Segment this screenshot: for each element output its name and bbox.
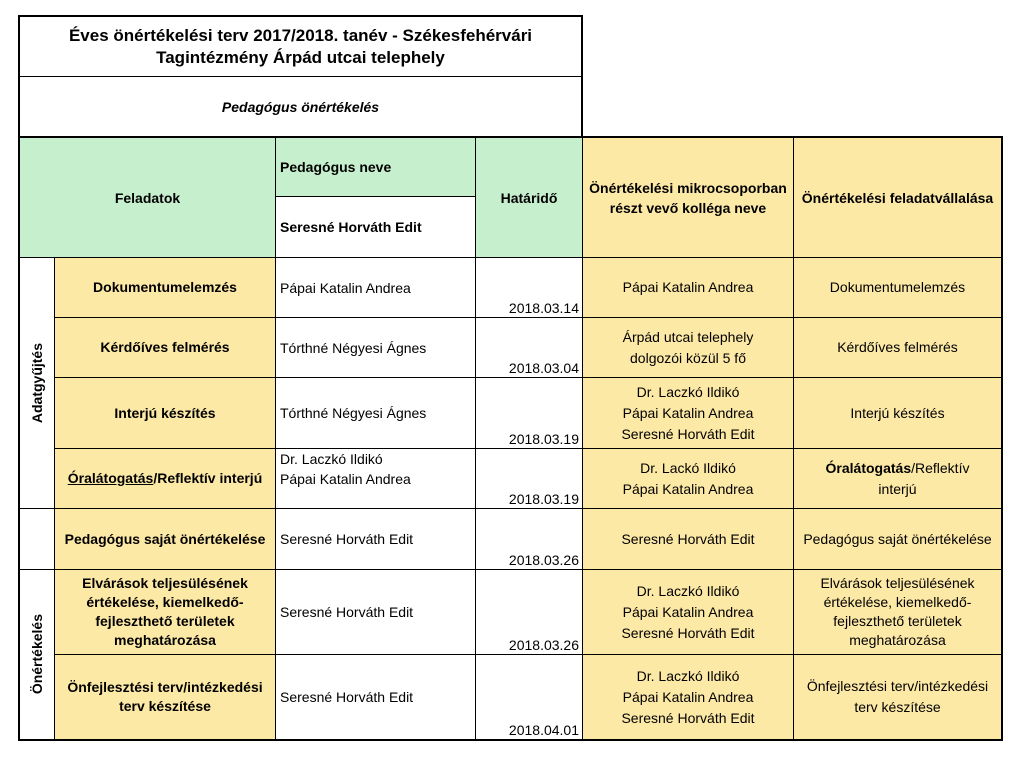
table-row-colleague: Seresné Horváth Edit [582, 508, 794, 570]
group-label-text: Adatgyűjtés [29, 342, 45, 424]
table-row-commitment: Óralátogatás/Reflektív interjú [793, 448, 1003, 509]
group-label-empty [18, 508, 55, 570]
table-row-teacher: Seresné Horváth Edit [275, 508, 476, 570]
table-row-commitment: Pedagógus saját önértékelése [793, 508, 1003, 570]
header-colleague [582, 136, 794, 258]
page-subtitle: Pedagógus önértékelés [18, 76, 583, 137]
table-row-task: Óralátogatás/Reflektív interjú [54, 448, 276, 509]
table-row-commitment: Interjú készítés [793, 377, 1003, 449]
table-row-task: Pedagógus saját önértékelése [54, 508, 276, 570]
table-row-commitment: Elvárások teljesülésének értékelése, kiemelkedő- fejleszthető területek meghatározása [793, 569, 1003, 655]
table-row-teacher: Pápai Katalin Andrea [275, 257, 476, 318]
group-label-self-evaluation [18, 569, 55, 741]
header-colleague-line1: Önértékelési mikrocsoporban [589, 179, 787, 196]
page-title-line1: Éves önértékelési terv 2017/2018. tanév - Székesfehérvári [68, 25, 533, 45]
table-row-task: Önfejlesztési terv/intézkedési terv készítése [54, 654, 276, 741]
table-row-teacher: Dr. Laczkó Ildikó Pápai Katalin Andrea [275, 448, 476, 509]
table-row-task: Interjú készítés [54, 377, 276, 449]
table-row-deadline: 2018.03.26 [475, 569, 583, 655]
group-label-data-collection [18, 257, 55, 509]
table-row-teacher: Seresné Horváth Edit [275, 654, 476, 741]
page-title-line2: Tagintézmény Árpád utcai telephely [156, 47, 445, 67]
table-row-deadline: 2018.03.04 [475, 317, 583, 378]
table-row-colleague: Pápai Katalin Andrea [582, 257, 794, 318]
table-row-task: Dokumentumelemzés [54, 257, 276, 318]
header-colleague-line2: részt vevő kolléga neve [609, 199, 767, 216]
table-row-deadline: 2018.03.26 [475, 508, 583, 570]
table-row-task: Kérdőíves felmérés [54, 317, 276, 378]
table-row-task: Elvárások teljesülésének értékelése, kiemelkedő- fejleszthető területek meghatározása [54, 569, 276, 655]
table-row-teacher: Tórthné Négyesi Ágnes [275, 317, 476, 378]
table-row-colleague: Árpád utcai telephely dolgozói közül 5 fő [582, 317, 794, 378]
table-row-colleague: Dr. Lackó Ildikó Pápai Katalin Andrea [582, 448, 794, 509]
table-row-teacher: Seresné Horváth Edit [275, 569, 476, 655]
table-row-commitment: Önfejlesztési terv/intézkedési terv készítése [793, 654, 1003, 741]
table-row-colleague: Dr. Laczkó Ildikó Pápai Katalin Andrea Seresné Horváth Edit [582, 569, 794, 655]
table-row-deadline: 2018.03.19 [475, 448, 583, 509]
table-row-deadline: 2018.03.19 [475, 377, 583, 449]
table-row-deadline: 2018.03.14 [475, 257, 583, 318]
header-teacher-value: Seresné Horváth Edit [275, 196, 476, 258]
table-row-colleague: Dr. Laczkó Ildikó Pápai Katalin Andrea Seresné Horváth Edit [582, 377, 794, 449]
page-title [18, 15, 583, 77]
header-teacher-name: Pedagógus neve [275, 136, 476, 197]
table-row-teacher: Tórthné Négyesi Ágnes [275, 377, 476, 449]
header-deadline: Határidő [475, 136, 583, 258]
table-row-commitment: Dokumentumelemzés [793, 257, 1003, 318]
group-label-text: Önértékelés [29, 614, 45, 695]
table-row-deadline: 2018.04.01 [475, 654, 583, 741]
header-tasks: Feladatok [18, 136, 276, 258]
table-row-colleague: Dr. Laczkó Ildikó Pápai Katalin Andrea Seresné Horváth Edit [582, 654, 794, 741]
table-row-commitment: Kérdőíves felmérés [793, 317, 1003, 378]
header-commitment: Önértékelési feladatvállalása [793, 136, 1003, 258]
